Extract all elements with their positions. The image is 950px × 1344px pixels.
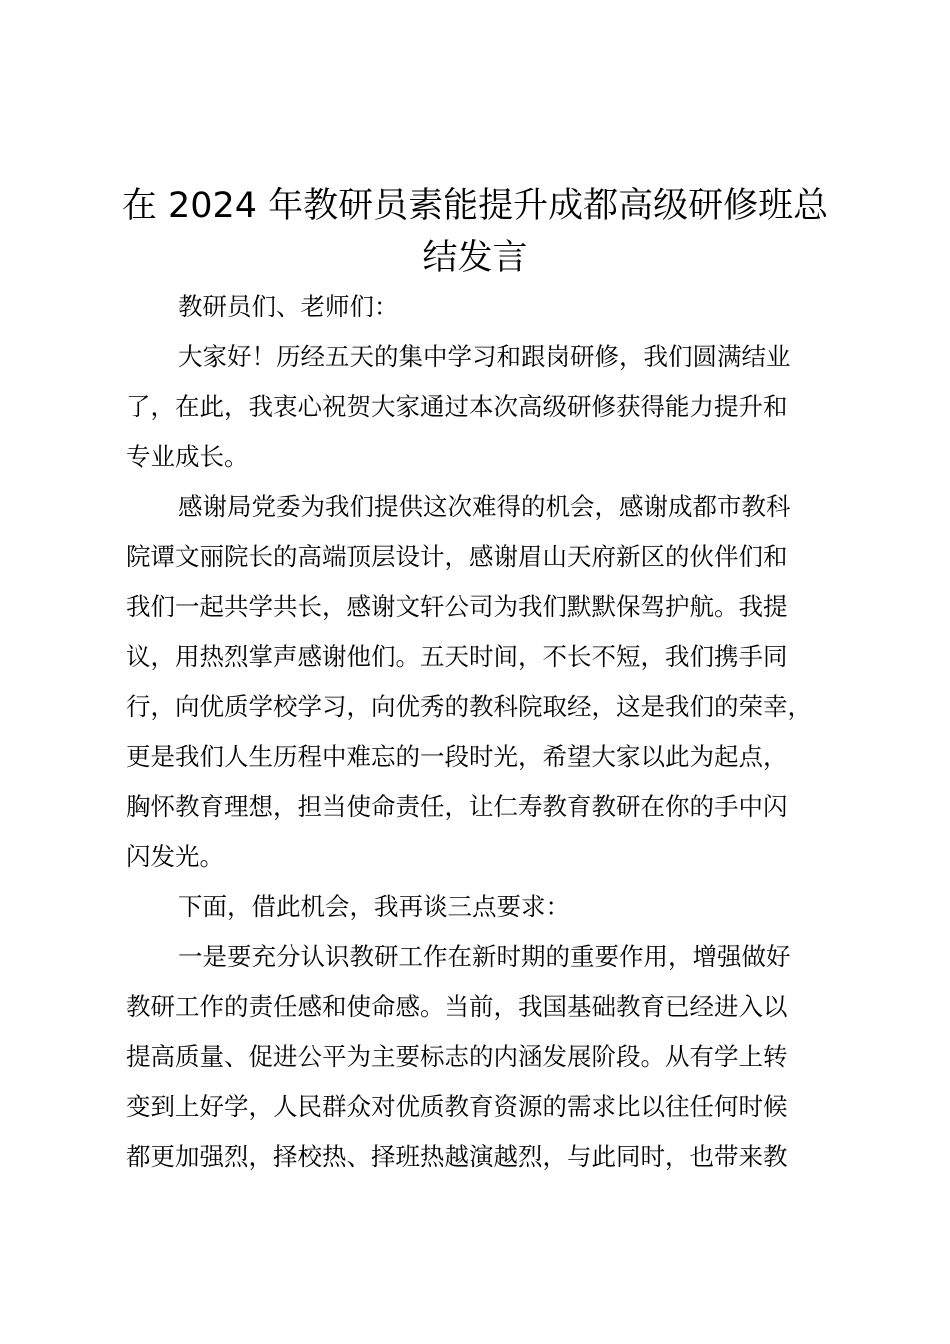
text-line: 专业成长。 xyxy=(126,442,249,471)
text-line: 闪发光。 xyxy=(126,842,224,871)
text-line: 一是要充分认识教研工作在新时期的重要作用，增强做好 xyxy=(178,942,791,971)
text-line: 行，向优质学校学习，向优秀的教科院取经，这是我们的荣幸， xyxy=(126,692,812,721)
text-line: 了，在此，我衷心祝贺大家通过本次高级研修获得能力提升和 xyxy=(126,392,788,421)
thanks-paragraph xyxy=(126,482,836,882)
title-line-2: 结发言 xyxy=(422,238,528,278)
text-line: 教研工作的责任感和使命感。当前，我国基础教育已经进入以 xyxy=(126,992,788,1021)
point-one-paragraph xyxy=(126,932,836,1182)
text-line: 大家好！历经五天的集中学习和跟岗研修，我们圆满结业 xyxy=(178,342,791,371)
salutation-paragraph xyxy=(126,282,836,332)
text-line: 下面，借此机会，我再谈三点要求： xyxy=(178,892,570,921)
text-line: 都更加强烈，择校热、择班热越演越烈，与此同时，也带来教 xyxy=(126,1142,788,1171)
text-line: 院谭文丽院长的高端顶层设计，感谢眉山天府新区的伙伴们和 xyxy=(126,542,788,571)
title-line-1: 在 2024 年教研员素能提升成都高级研修班总 xyxy=(121,186,829,226)
greeting-paragraph xyxy=(126,332,836,482)
text-line: 变到上好学，人民群众对优质教育资源的需求比以往任何时候 xyxy=(126,1092,788,1121)
transition-paragraph xyxy=(126,882,836,932)
text-line: 感谢局党委为我们提供这次难得的机会，感谢成都市教科 xyxy=(178,492,791,521)
text-line: 议，用热烈掌声感谢他们。五天时间，不长不短，我们携手同 xyxy=(126,642,788,671)
text-line: 我们一起共学共长，感谢文轩公司为我们默默保驾护航。我提 xyxy=(126,592,788,621)
text-line: 更是我们人生历程中难忘的一段时光，希望大家以此为起点， xyxy=(126,742,788,771)
document-title xyxy=(120,180,830,284)
text-line: 教研员们、老师们： xyxy=(178,292,399,321)
text-line: 提高质量、促进公平为主要标志的内涵发展阶段。从有学上转 xyxy=(126,1042,788,1071)
text-line: 胸怀教育理想，担当使命责任，让仁寿教育教研在你的手中闪 xyxy=(126,792,788,821)
document-body xyxy=(126,282,836,1182)
